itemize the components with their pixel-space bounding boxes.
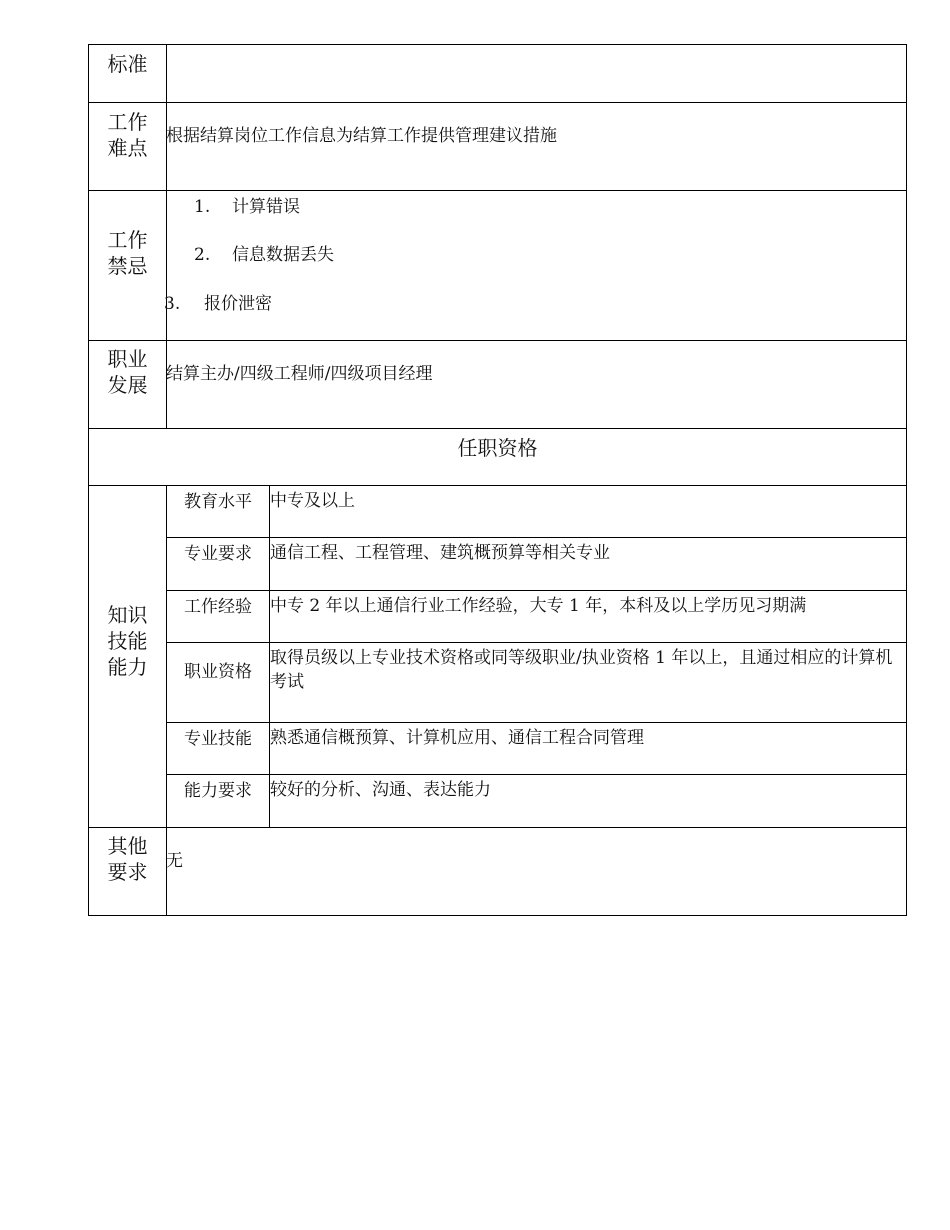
experience-label: 工作经验 — [166, 590, 270, 643]
other-text: 无 — [166, 851, 183, 871]
major-label: 专业要求 — [166, 537, 270, 591]
skills-label: 专业技能 — [166, 722, 270, 775]
career-label: 职业 发展 — [88, 340, 167, 429]
education-label: 教育水平 — [166, 485, 270, 538]
qualification-title: 任职资格 — [88, 428, 907, 486]
taboo-item-3-text: 报价泄密 — [204, 294, 272, 314]
experience-text: 中专 2 年以上通信行业工作经验，大专 1 年，本科及以上学历见习期满 — [270, 596, 807, 616]
taboo-item-2-text: 信息数据丢失 — [232, 245, 334, 265]
major-text: 通信工程、工程管理、建筑概预算等相关专业 — [270, 543, 610, 563]
taboo-item-1-number: 1. — [194, 197, 211, 217]
taboo-item-2-number: 2. — [194, 245, 211, 265]
ability-label: 能力要求 — [166, 774, 270, 828]
ability-text: 较好的分析、沟通、表达能力 — [270, 780, 491, 800]
difficulty-text: 根据结算岗位工作信息为结算工作提供管理建议措施 — [166, 126, 557, 146]
standard-label: 标准 — [88, 44, 167, 103]
certification-label: 职业资格 — [166, 642, 270, 723]
difficulty-label: 工作 难点 — [88, 102, 167, 191]
other-label: 其他 要求 — [88, 827, 167, 916]
other-value-cell — [166, 827, 907, 916]
education-value-cell — [269, 485, 907, 538]
taboo-item-1-text: 计算错误 — [232, 197, 300, 217]
education-text: 中专及以上 — [270, 491, 355, 511]
skills-text: 熟悉通信概预算、计算机应用、通信工程合同管理 — [270, 728, 644, 748]
career-text: 结算主办/四级工程师/四级项目经理 — [166, 364, 433, 384]
qualification-group-label: 知识 技能 能力 — [88, 485, 167, 828]
taboo-item-3-number: 3. — [164, 294, 181, 314]
taboo-label: 工作 禁忌 — [88, 190, 167, 341]
certification-text: 取得员级以上专业技术资格或同等级职业/执业资格 1 年以上，且通过相应的计算机考试 — [270, 648, 893, 692]
standard-value-cell — [166, 44, 907, 103]
